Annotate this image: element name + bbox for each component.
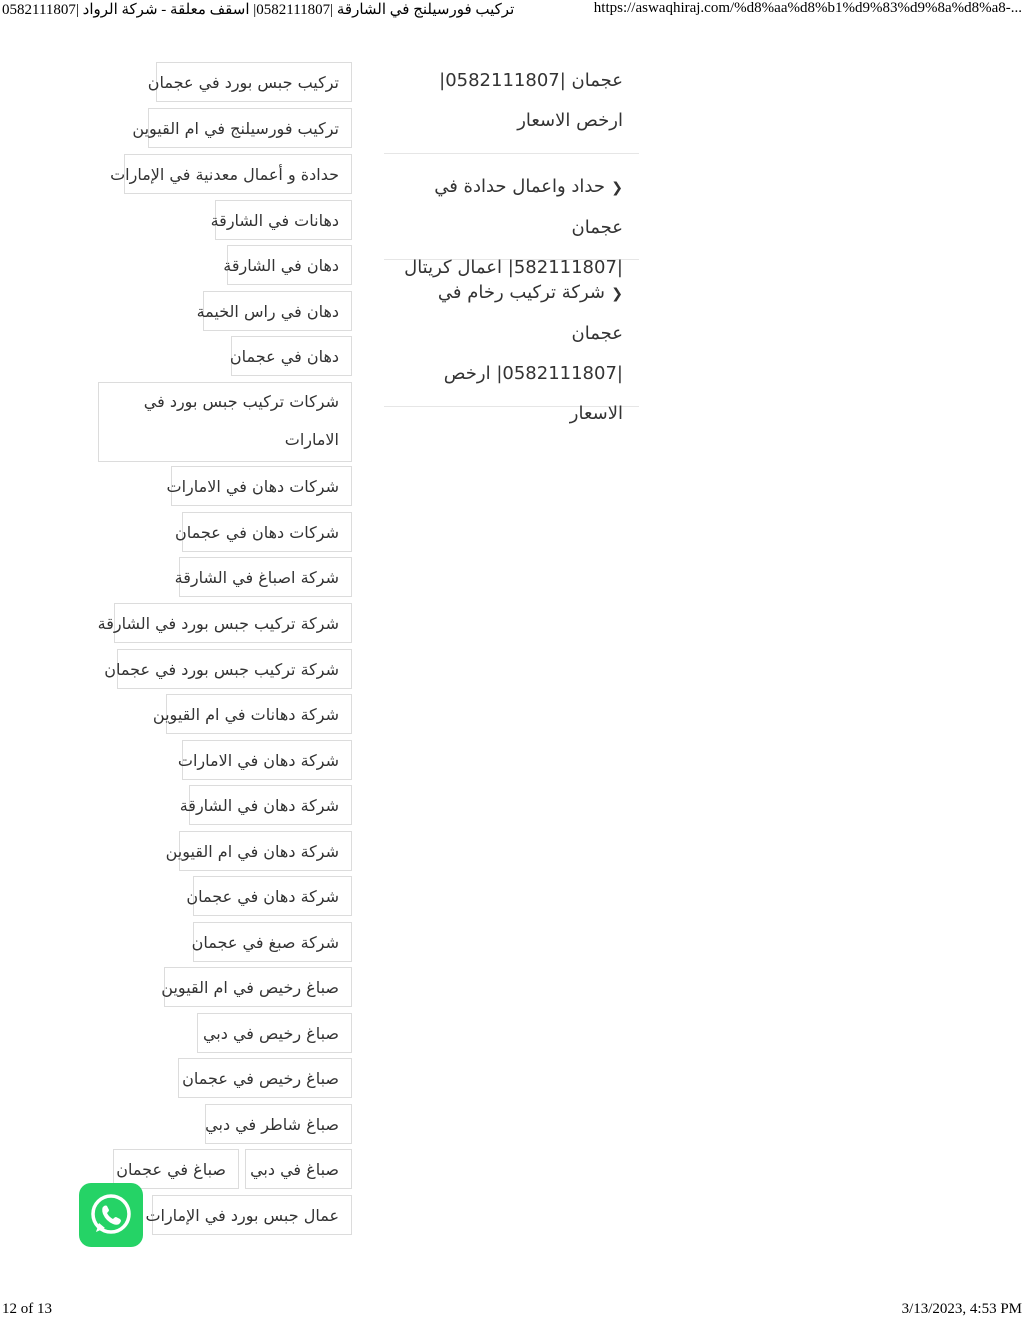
recent-posts-list [384, 60, 639, 424]
chevron-left-icon: ❮ [611, 286, 623, 302]
tag-link[interactable]: صباغ رخيص في عجمان [178, 1058, 352, 1098]
recent-post-title-line[interactable]: ارخص الاسعار [517, 110, 623, 131]
tag-link[interactable]: دهانات في الشارقة [215, 200, 352, 240]
tag-link[interactable]: دهان في الشارقة [227, 245, 352, 285]
recent-post-item[interactable] [384, 154, 639, 278]
tag-link[interactable]: تركيب جبس بورد في عجمان [156, 62, 352, 102]
tag-link[interactable]: شركات دهان في الامارات [171, 466, 352, 506]
print-header [0, 0, 1024, 24]
tag-link[interactable]: شركة دهان في عجمان [193, 876, 352, 916]
tag-link[interactable]: صباغ في دبي [245, 1149, 352, 1189]
tag-link[interactable]: شركة دهانات في ام القيوين [166, 694, 352, 734]
recent-post-title-line[interactable]: |582111807| اعمال كريتال [404, 257, 623, 278]
tag-link[interactable]: شركة دهان في الامارات [182, 740, 352, 780]
tag-link[interactable]: شركة دهان في ام القيوين [179, 831, 352, 871]
tag-link[interactable]: شركات دهان في عجمان [182, 512, 352, 552]
tag-link[interactable]: صباغ في عجمان [113, 1149, 239, 1189]
tag-link[interactable]: تركيب فورسيلنج في ام القيوين [148, 108, 352, 148]
tag-link[interactable]: شركة تركيب جبس بورد في الشارقة [114, 603, 352, 643]
page-url[interactable]: https://aswaqhiraj.com/%d8%aa%d8%b1%d9%83%d9%8a%d8%a8-... [593, 0, 1022, 16]
tag-link[interactable]: شركة اصباغ في الشارقة [179, 557, 352, 597]
print-footer [0, 1301, 1024, 1325]
recent-post-title-line[interactable]: شركة تركيب رخام في عجمان [437, 282, 623, 344]
tag-link[interactable]: شركة دهان في الشارقة [189, 785, 352, 825]
tag-link[interactable]: دهان في راس الخيمة [203, 291, 352, 331]
tag-link[interactable]: حدادة و أعمال معدنية في الإمارات [124, 154, 352, 194]
recent-post-title-line[interactable]: حداد واعمال حدادة في عجمان [434, 176, 623, 238]
page-title: تركيب فورسيلنج في الشارقة |0582111807| اسقف معلقة - شركة الرواد |0582111807 [2, 2, 515, 18]
tag-link[interactable]: صباغ رخيص في ام القيوين [164, 967, 352, 1007]
recent-post-title-line[interactable]: |0582111807| ارخص [443, 363, 623, 384]
tag-link[interactable]: شركات تركيب جبس بورد في الامارات [98, 382, 352, 462]
whatsapp-button[interactable] [79, 1183, 143, 1247]
print-date: 3/13/2023, 4:53 PM [901, 1301, 1022, 1317]
recent-post-item[interactable] [384, 60, 639, 154]
tag-link[interactable]: دهان في عجمان [231, 336, 352, 376]
recent-post-title-line[interactable]: الاسعار [569, 403, 623, 424]
whatsapp-icon [86, 1190, 136, 1240]
tag-link[interactable]: شركة صبغ في عجمان [193, 922, 352, 962]
recent-post-title-line[interactable]: عجمان |0582111807| [439, 70, 623, 91]
tag-link[interactable]: شركة تركيب جبس بورد في عجمان [117, 649, 352, 689]
tag-link[interactable]: عمال جبس بورد في الإمارات [152, 1195, 352, 1235]
page-number: 12 of 13 [2, 1301, 52, 1317]
tag-link[interactable]: صباغ شاطر في دبي [205, 1104, 352, 1144]
tag-link[interactable]: صباغ رخيص في دبي [197, 1013, 352, 1053]
chevron-left-icon: ❮ [611, 180, 623, 196]
